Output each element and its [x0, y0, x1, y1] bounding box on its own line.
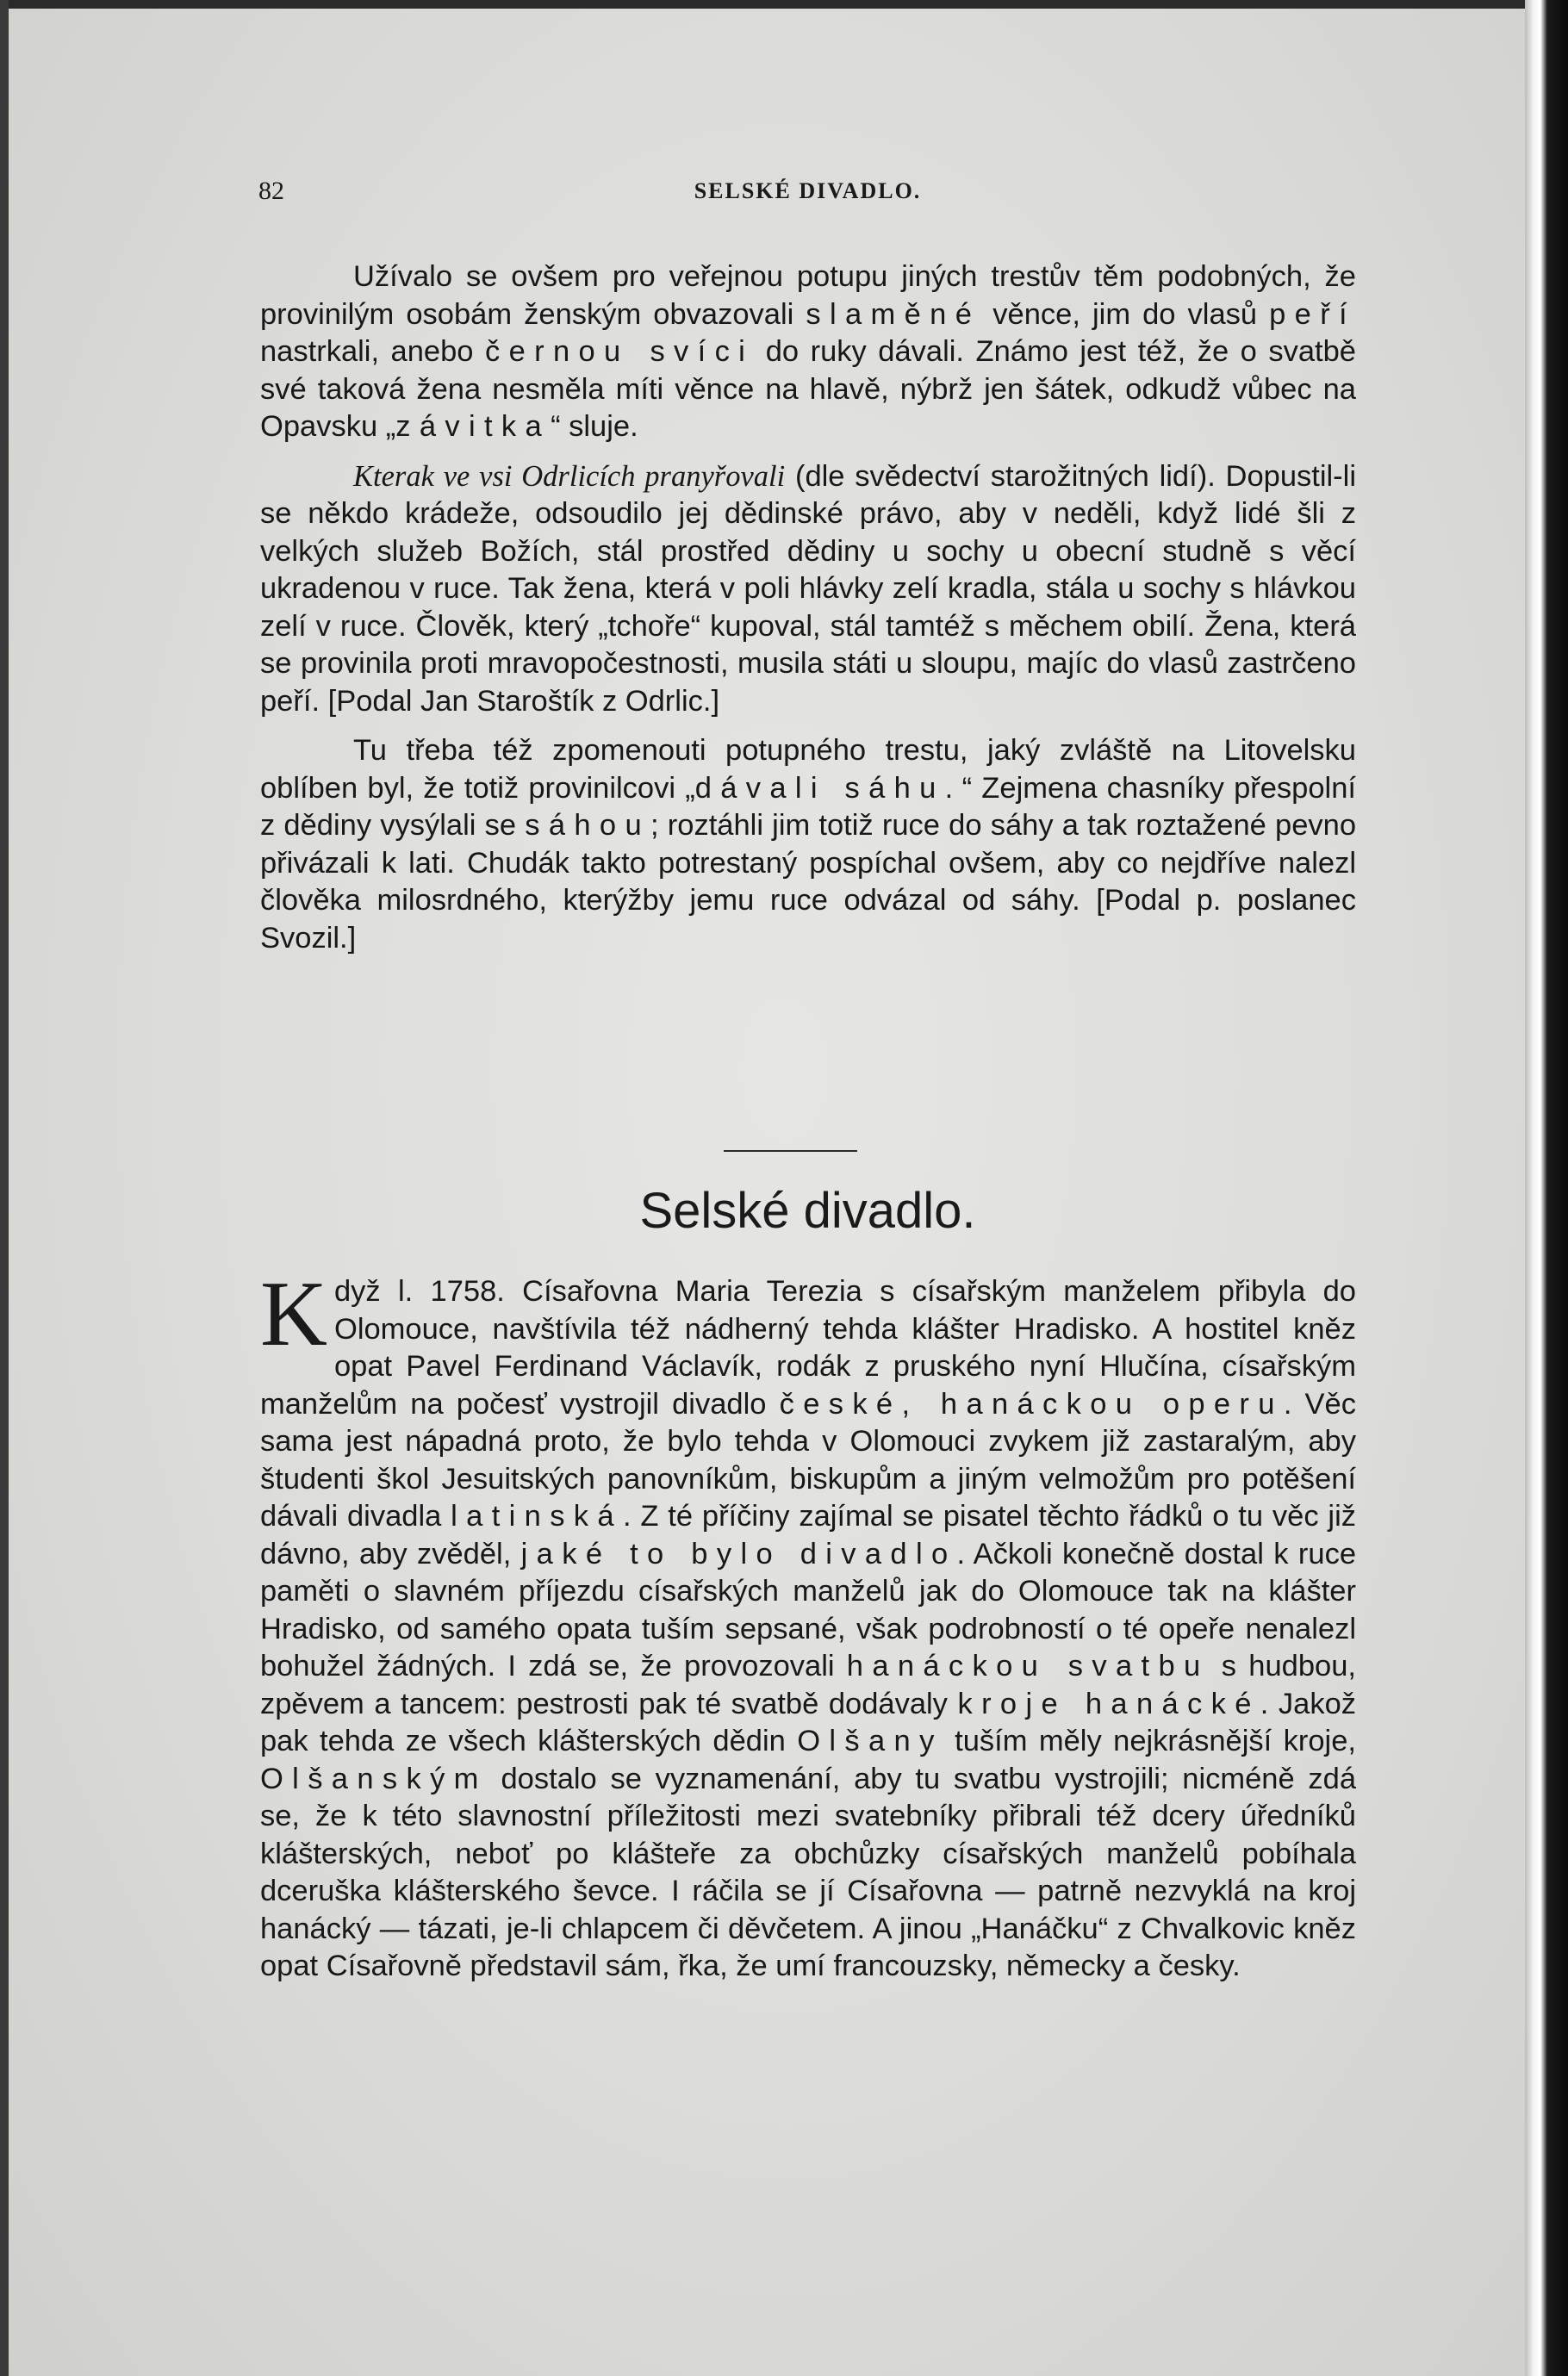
spaced-emphasis: Olšanským [260, 1762, 488, 1795]
paragraph-theatre [260, 1263, 1357, 1986]
text-run: ; roztáhli jim totiž ruce do sáhy a tak roztažené pevno přivázali k lati. Chudák takto potrestaný pospíchal ovšem, aby co nejdříve nalezl člověka milosrdného, kterýžby jemu ruce odvázal od sáhy. [Podal p. poslanec Svozil.] [260, 809, 1357, 955]
italic-lead: Kterak ve vsi Odrlicích pranyřovali [353, 459, 786, 493]
text-run: (dle svědectví starožitných lidí). Dopustil-li se někdo krádeže, odsoudilo jej dědinské právo, aby v neděli, když lidé šli z velkých služeb Božích, stál prostřed dědiny u sochy u obecní studně s věcí ukradenou v ruce. Tak žena, která v poli hlávky zelí kradla, stála u sochy s hlávkou zelí v ruce. Člověk, který „tchoře“ kupoval, stál tamtéž s měchem obilí. Žena, která se provinila proti mravopočestnosti, musila státi u sloupu, majíc do vlasů zastrčeno peří. [Podal Jan Staroštík z Odrlic.] [260, 459, 1357, 718]
text-run: Užívalo se ovšem pro veřejnou potupu jiných trestův těm podobných, že provinilým osobám ženským obvazovali [260, 260, 1356, 331]
spaced-emphasis: dávali sáhu. [694, 771, 962, 805]
spaced-emphasis: kroje hanácké [957, 1687, 1260, 1720]
spaced-emphasis: černou svíci [485, 335, 755, 368]
paragraph-punishments [260, 258, 1356, 446]
page-number: 82 [258, 177, 284, 205]
text-run: s hudbou, zpěvem a tancem: pestrosti pak té svatbě dodávaly [260, 1650, 1356, 1720]
section-title: Selské divadlo. [639, 1183, 976, 1239]
text-run: tuším měly nejkrásnější kroje, [943, 1725, 1356, 1757]
text-run: věnce, jim do vlasů [980, 297, 1270, 331]
text-run: . Z té příčiny zajímal se pisatel těchto řádků o tu věc již dávno, aby zvěděl, [260, 1500, 1356, 1571]
spaced-emphasis: peří [1269, 297, 1356, 331]
text-run: Tu třeba též zpomenouti potupného trestu, jaký zvláště na Litovelsku oblíben byl, že totiž provinilcovi „ [260, 734, 1356, 805]
scan-border-top [0, 0, 1568, 9]
text-run: nastrkali, anebo [260, 335, 485, 368]
section-divider [724, 1150, 857, 1152]
spaced-emphasis: sáhou [525, 809, 650, 842]
scan-border-left [0, 0, 9, 2376]
scan-border-right [1525, 0, 1568, 2376]
text-run: . Jakož pak tehda ze všech klášterských dědin [260, 1687, 1357, 1757]
page-header [258, 177, 1357, 211]
text-run: “ Zejmena chasníky přespolní z dědiny vysýlali se [260, 771, 1356, 842]
text-run: dostalo se vyznamenání, aby tu svatbu vystrojili; nicméně zdá se, že k této slavnostní příležitosti mezi svatebníky přibrali též dcery úředníků klášterských, neboť po klášteře za obchůzky císařských manželů pobíhala dceruška klášterského ševce. I ráčila se jí Císařovna — patrně nezvyklá na kroj hanácký — tázati, je-li chlapcem či děvčetem. A jinou „Hanáčku“ z Chvalkovic kněz opat Císařovně představil sám, řka, že umí francouzsky, německy a česky. [260, 1762, 1356, 1982]
running-title: SELSKÉ DIVADLO. [694, 178, 922, 203]
paragraph-odrlice [260, 458, 1356, 721]
spaced-emphasis: jaké to bylo divadlo [520, 1537, 957, 1571]
paragraph-litovel [260, 732, 1356, 957]
spaced-emphasis: latinská [451, 1500, 623, 1533]
drop-cap: K [260, 1263, 327, 1365]
text-run: dyž l. 1758. Císařovna Maria Terezia s císařským manželem přibyla do Olomouce, navštívila též nádherný tehda klášter Hradisko. A hostitel kněz opat Pavel Ferdinand Václavík, rodák z pruského nyní Hlučína, císařským manželům na počesť vystrojil divadlo [260, 1275, 1356, 1421]
spaced-emphasis: české, hanáckou operu [779, 1387, 1284, 1421]
spaced-emphasis: Olšany [797, 1725, 943, 1757]
spaced-emphasis: slaměné [806, 297, 981, 331]
text-run: do ruky dávali. Známo jest též, že o svatbě své taková žena nesměla míti věnce na hlavě, nýbrž jen šátek, odkudž vůbec na Opavsku „ [260, 335, 1356, 443]
spaced-emphasis: závitka [395, 410, 551, 443]
text-run: “ sluje. [551, 410, 638, 443]
spaced-emphasis: hanáckou svatbu [846, 1650, 1210, 1682]
text-run: . Věc sama jest nápadná proto, že bylo tehda v Olomouci zvykem již zastaralým, aby študenti škol Jesuitských panovníkům, biskupům a jiným velmožům pro potěšení dávali divadla [260, 1387, 1356, 1533]
text-run: . Ačkoli konečně dostal k ruce paměti o slavném příjezdu císařských manželů jak do Olomouce tak na klášter Hradisko, od samého opata tuším sepsané, však podrobností o té opeře nenalezl bohužel žádných. I zdá se, že provozovali [260, 1537, 1357, 1682]
section-body [260, 1263, 1357, 1986]
body-text [260, 258, 1356, 957]
